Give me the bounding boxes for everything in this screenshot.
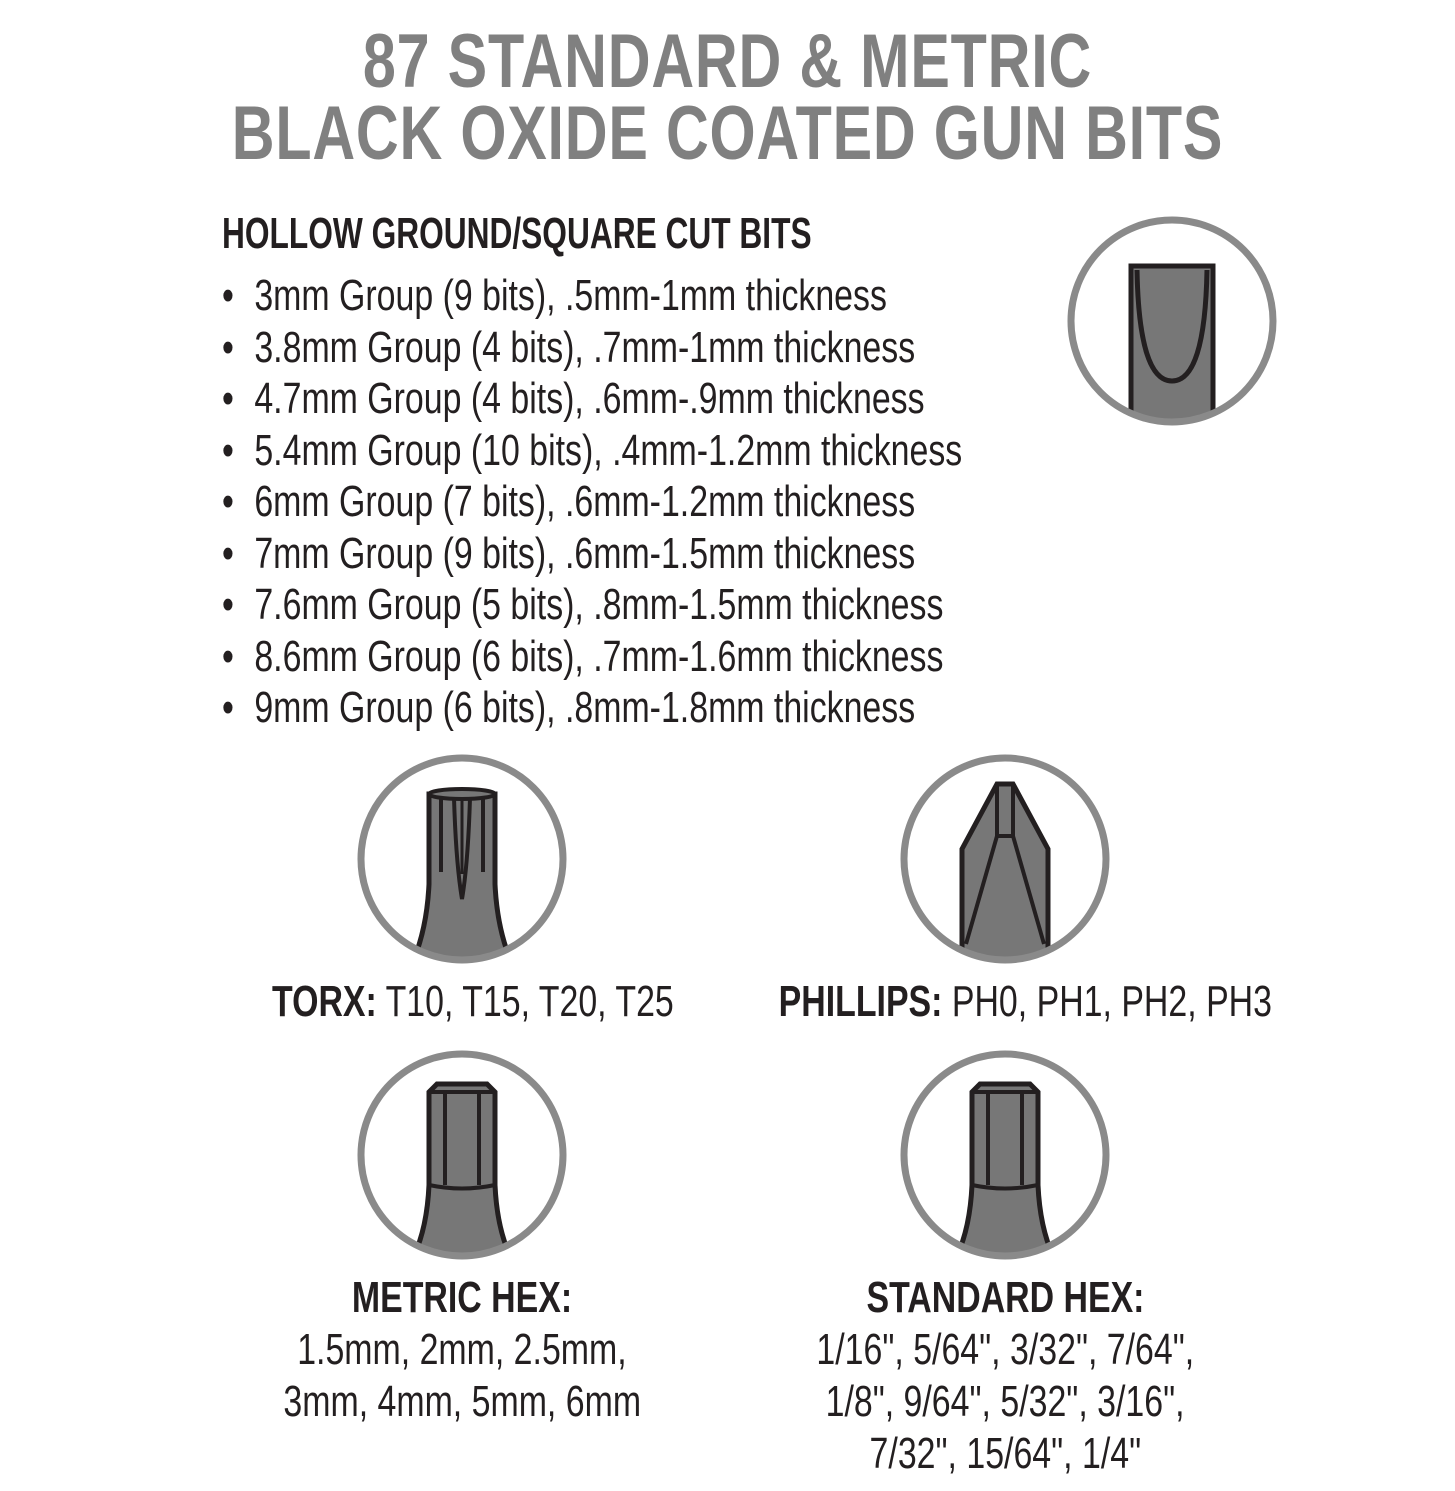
standard-hex-label: STANDARD HEX: [866,1273,1144,1322]
list-item-text: 7.6mm Group (5 bits), .8mm-1.5mm thickness [254,580,944,629]
list-item-text: 7mm Group (9 bits), .6mm-1.5mm thickness [254,528,916,578]
hollow-ground-list [222,270,1183,734]
torx-caption [212,976,712,1028]
torx-bit-icon [357,754,567,964]
bullet-icon: • [222,374,234,423]
list-item [222,528,962,580]
phillips-label: PHILLIPS: [778,977,943,1026]
bullet-icon: • [222,425,234,475]
list-item [222,631,962,683]
metric-hex-line-1: 1.5mm, 2mm, 2.5mm, [297,1325,627,1374]
hollow-ground-heading: HOLLOW GROUND/SQUARE CUT BITS [222,209,812,258]
list-item-text: 3.8mm Group (4 bits), .7mm-1mm thickness [254,322,916,372]
bullet-icon: • [222,528,234,578]
list-item [222,579,962,631]
list-item-text: 8.6mm Group (6 bits), .7mm-1.6mm thickness [254,631,944,681]
list-item [222,425,962,477]
title-line-1: 87 STANDARD & METRIC [362,19,1093,104]
bullet-icon: • [222,631,234,681]
list-item-text: 3mm Group (9 bits), .5mm-1mm thickness [254,271,887,320]
list-item [222,373,962,425]
metric-hex-line-2: 3mm, 4mm, 5mm, 6mm [283,1377,641,1426]
list-item-text: 5.4mm Group (10 bits), .4mm-1.2mm thickness [254,425,963,475]
bullet-icon: • [222,477,234,526]
metric-hex-caption [212,1272,712,1428]
hex-bit-icon [357,1050,567,1260]
list-item-text: 6mm Group (7 bits), .6mm-1.2mm thickness [254,477,916,526]
title-line-2: BLACK OXIDE COATED GUN BITS [231,91,1224,176]
standard-hex-line-1: 1/16", 5/64", 3/32", 7/64", [816,1325,1194,1374]
bullet-icon: • [222,683,234,732]
list-item-text: 9mm Group (6 bits), .8mm-1.8mm thickness [254,683,916,732]
phillips-bit-icon [900,754,1110,964]
bullet-icon: • [222,271,234,320]
standard-hex-caption [705,1272,1305,1480]
bullet-icon: • [222,322,234,372]
list-item [222,322,962,374]
torx-label: TORX: [272,977,377,1026]
metric-hex-label: METRIC HEX: [351,1273,573,1322]
standard-hex-line-3: 7/32", 15/64", 1/4" [869,1429,1141,1478]
phillips-values: PH0, PH1, PH2, PH3 [951,977,1272,1026]
torx-values: T10, T15, T20, T25 [385,977,674,1026]
list-item-text: 4.7mm Group (4 bits), .6mm-.9mm thickness [254,374,925,423]
hex-bit-icon [900,1050,1110,1260]
bullet-icon: • [222,580,234,629]
list-item [222,476,962,528]
list-item [222,682,962,734]
phillips-caption [705,976,1305,1028]
list-item [222,270,962,322]
flat-bit-icon [1067,216,1277,426]
standard-hex-line-2: 1/8", 9/64", 5/32", 3/16", [825,1377,1185,1426]
